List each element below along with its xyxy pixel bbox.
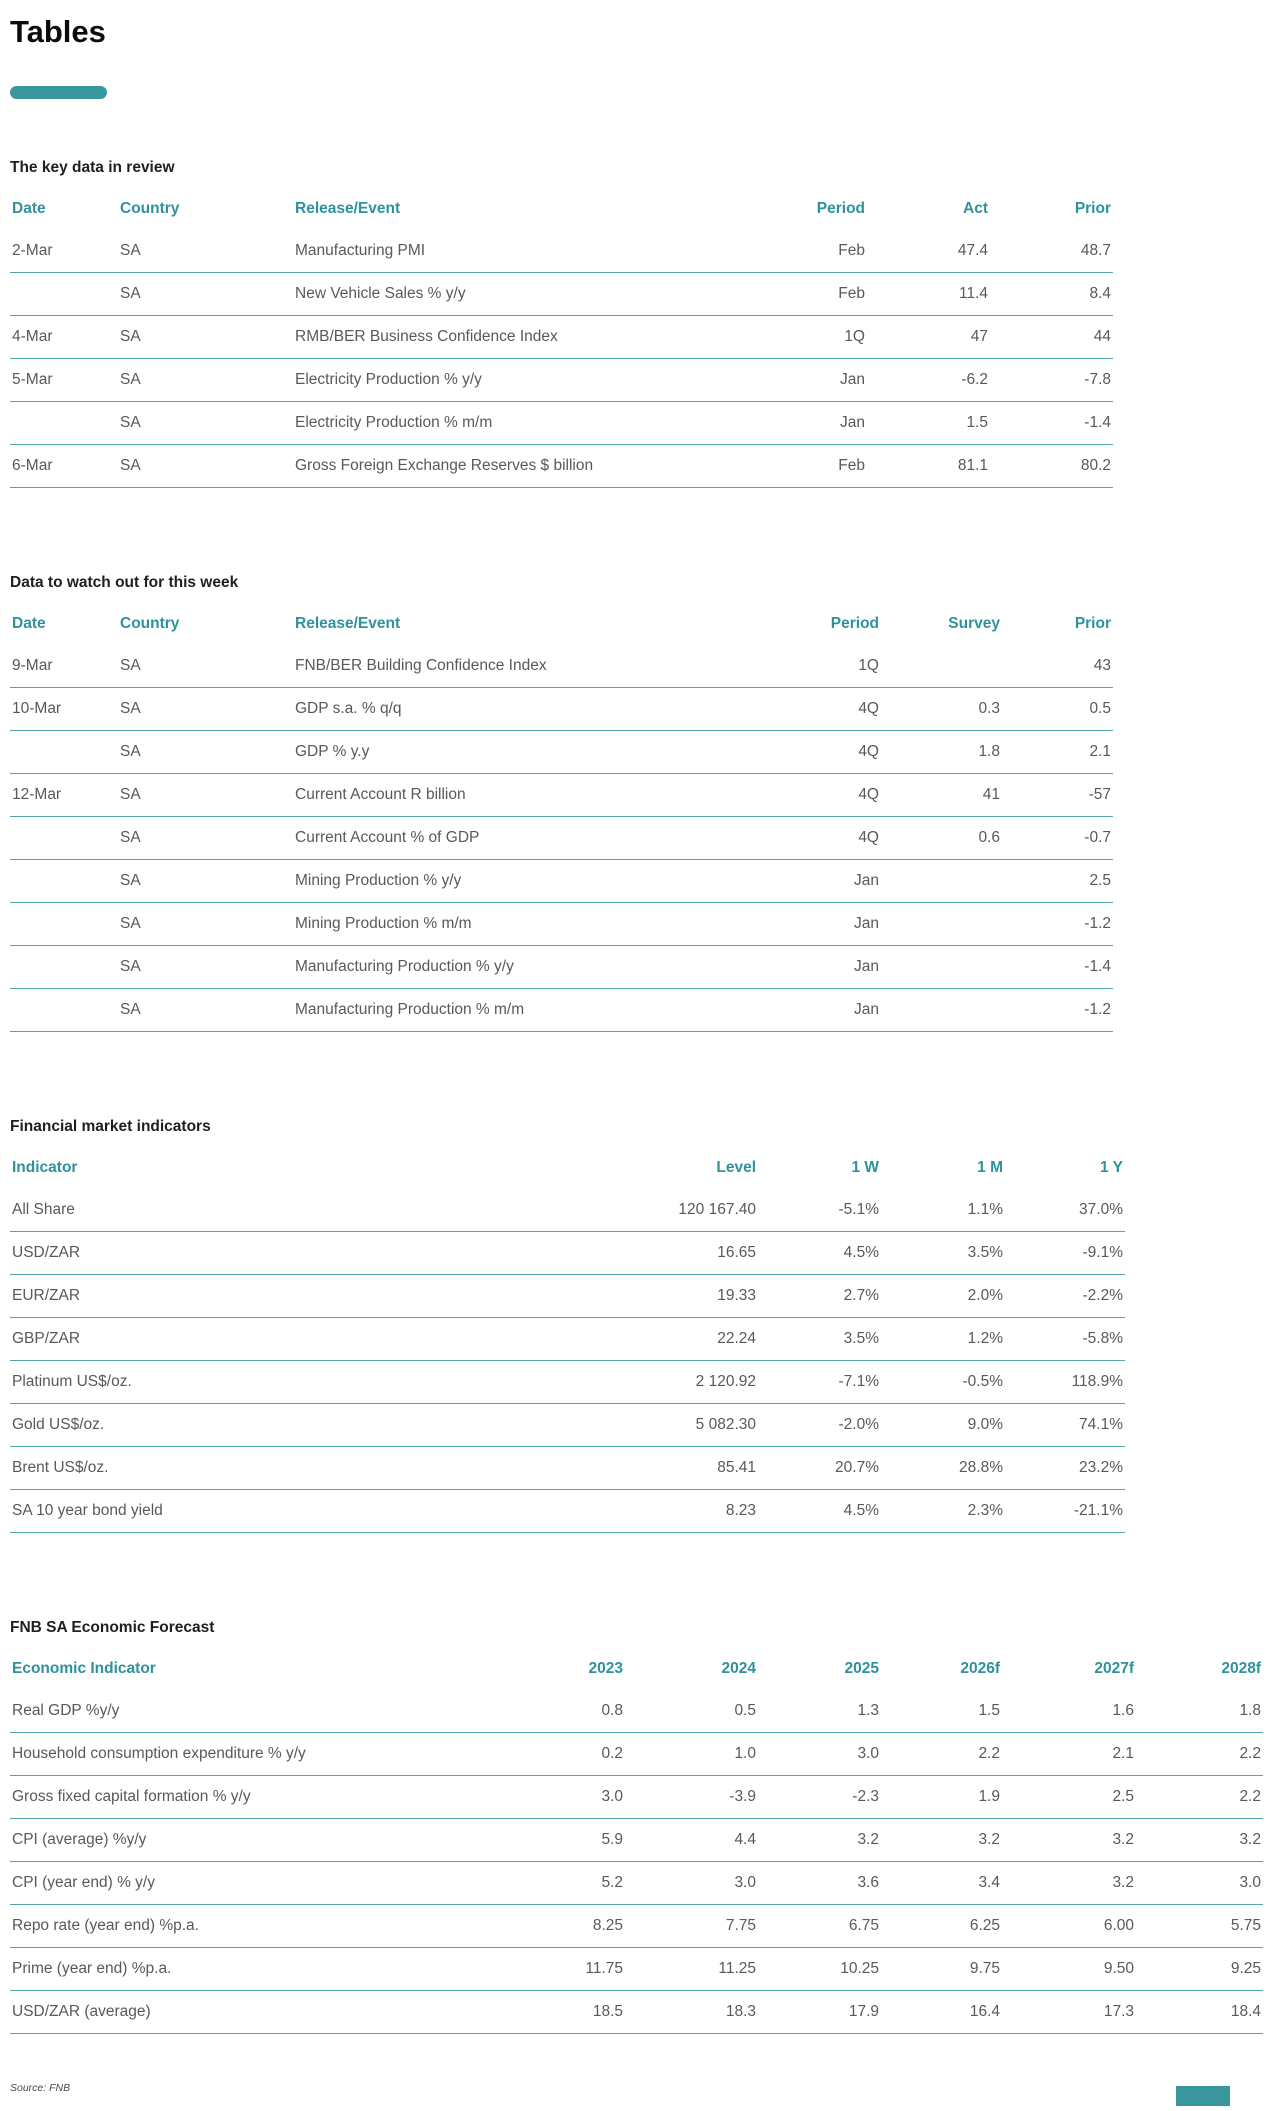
table-cell: CPI (year end) % y/y [10, 1862, 500, 1905]
table-cell: 8.4 [990, 273, 1113, 316]
table-cell: 1.3 [758, 1690, 881, 1733]
table-cell: 43 [1002, 645, 1113, 688]
table-row [10, 731, 1113, 774]
table-cell: 1.5 [867, 402, 990, 445]
column-header: Period [830, 615, 879, 632]
table-cell: CPI (average) %y/y [10, 1819, 500, 1862]
table-section [10, 1118, 1280, 1533]
table-cell: -7.1% [758, 1361, 881, 1404]
table-cell: Electricity Production % y/y [293, 359, 713, 402]
table-cell: -2.3 [758, 1776, 881, 1819]
table-cell: USD/ZAR [10, 1232, 595, 1275]
table-cell: 81.1 [867, 445, 990, 488]
table-row [10, 1275, 1125, 1318]
table-cell: 22.24 [595, 1318, 758, 1361]
table-cell [10, 273, 118, 316]
table-row [10, 1948, 1263, 1991]
table-cell: Real GDP %y/y [10, 1690, 500, 1733]
table-cell: USD/ZAR (average) [10, 1991, 500, 2034]
table-cell: 11.25 [625, 1948, 758, 1991]
table-cell: GDP % y.y [293, 731, 713, 774]
table-cell: 3.0 [500, 1776, 625, 1819]
table-cell: Brent US$/oz. [10, 1447, 595, 1490]
table-cell: 2.2 [881, 1733, 1002, 1776]
table-cell: SA [118, 230, 293, 273]
table-cell: 9.50 [1002, 1948, 1136, 1991]
table-cell: 2.5 [1002, 1776, 1136, 1819]
column-header: Prior [1074, 615, 1111, 632]
table-cell: SA [118, 402, 293, 445]
table-cell: 3.0 [625, 1862, 758, 1905]
source-note: Source: FNB [10, 2082, 71, 2094]
table-row [10, 1991, 1263, 2034]
table-row [10, 774, 1113, 817]
table-row [10, 1361, 1125, 1404]
table-cell: 41 [881, 774, 1002, 817]
table-cell: 4.5% [758, 1490, 881, 1533]
table-row [10, 273, 1113, 316]
table-cell: Mining Production % m/m [293, 903, 713, 946]
table-section [10, 574, 1280, 1032]
column-header: Survey [948, 615, 1000, 632]
table-header-row [10, 603, 1113, 645]
footer-accent-mark [1176, 2086, 1230, 2106]
table-cell: GBP/ZAR [10, 1318, 595, 1361]
table-header-row [10, 188, 1113, 230]
table-row [10, 1819, 1263, 1862]
table-cell: -1.2 [1002, 903, 1113, 946]
table-cell: 6.25 [881, 1905, 1002, 1948]
data-table [10, 1147, 1125, 1533]
table-cell: 18.4 [1136, 1991, 1263, 2034]
table-cell: Manufacturing Production % y/y [293, 946, 713, 989]
table-cell: 0.6 [881, 817, 1002, 860]
table-cell: 4Q [713, 731, 881, 774]
table-row [10, 230, 1113, 273]
sections-container [10, 159, 1280, 2034]
table-cell: Jan [713, 946, 881, 989]
table-cell: Household consumption expenditure % y/y [10, 1733, 500, 1776]
title-accent-bar [10, 86, 107, 99]
section-heading: FNB SA Economic Forecast [10, 1619, 215, 1636]
table-cell: SA [118, 989, 293, 1032]
data-table [10, 1648, 1263, 2034]
table-row [10, 1447, 1125, 1490]
table-cell: 6-Mar [10, 445, 118, 488]
table-cell: 11.75 [500, 1948, 625, 1991]
table-header-row [10, 1648, 1263, 1690]
table-cell: EUR/ZAR [10, 1275, 595, 1318]
table-cell: SA [118, 860, 293, 903]
table-cell: 9.75 [881, 1948, 1002, 1991]
column-header: 2023 [588, 1660, 623, 1677]
table-cell: 80.2 [990, 445, 1113, 488]
column-header: Release/Event [295, 615, 401, 632]
table-cell: -7.8 [990, 359, 1113, 402]
column-header: Release/Event [295, 200, 401, 217]
column-header: Period [816, 200, 865, 217]
table-cell [10, 989, 118, 1032]
data-table [10, 188, 1113, 488]
table-cell: 5 082.30 [595, 1404, 758, 1447]
table-row [10, 1776, 1263, 1819]
table-cell: Mining Production % y/y [293, 860, 713, 903]
table-cell: SA [118, 645, 293, 688]
column-header: Date [12, 200, 46, 217]
table-cell [881, 903, 1002, 946]
table-row [10, 1905, 1263, 1948]
table-cell: 2.0% [881, 1275, 1005, 1318]
table-row [10, 1733, 1263, 1776]
table-cell: 85.41 [595, 1447, 758, 1490]
table-cell: 2.2 [1136, 1776, 1263, 1819]
table-cell: 9.0% [881, 1404, 1005, 1447]
table-cell: -1.4 [990, 402, 1113, 445]
table-cell: SA [118, 273, 293, 316]
table-cell: 8.25 [500, 1905, 625, 1948]
table-cell: 118.9% [1005, 1361, 1125, 1404]
table-cell: Current Account R billion [293, 774, 713, 817]
column-header: 2025 [844, 1660, 879, 1677]
table-cell [10, 946, 118, 989]
table-cell: Electricity Production % m/m [293, 402, 713, 445]
table-cell: SA [118, 316, 293, 359]
table-cell: All Share [10, 1189, 595, 1232]
table-cell: 1Q [713, 316, 867, 359]
table-cell: 4Q [713, 688, 881, 731]
table-cell: 3.2 [1136, 1819, 1263, 1862]
table-cell: Feb [713, 445, 867, 488]
table-cell [10, 903, 118, 946]
table-cell: 4.5% [758, 1232, 881, 1275]
table-cell: 1Q [713, 645, 881, 688]
table-cell: 1.8 [1136, 1690, 1263, 1733]
table-cell: Gross fixed capital formation % y/y [10, 1776, 500, 1819]
table-row [10, 402, 1113, 445]
table-cell: 5-Mar [10, 359, 118, 402]
table-cell: Feb [713, 273, 867, 316]
table-header-row [10, 1147, 1125, 1189]
column-header: Act [963, 200, 988, 217]
table-cell: 2.2 [1136, 1733, 1263, 1776]
column-header: Prior [1074, 200, 1111, 217]
table-cell: 8.23 [595, 1490, 758, 1533]
table-cell: Gold US$/oz. [10, 1404, 595, 1447]
table-cell: Current Account % of GDP [293, 817, 713, 860]
table-cell: 11.4 [867, 273, 990, 316]
table-row [10, 1318, 1125, 1361]
table-cell: -3.9 [625, 1776, 758, 1819]
table-row [10, 1690, 1263, 1733]
table-cell: 17.3 [1002, 1991, 1136, 2034]
table-cell: 2.1 [1002, 731, 1113, 774]
table-cell: 5.75 [1136, 1905, 1263, 1948]
table-row [10, 817, 1113, 860]
table-cell: 1.1% [881, 1189, 1005, 1232]
table-cell: 37.0% [1005, 1189, 1125, 1232]
table-cell: 2.7% [758, 1275, 881, 1318]
table-cell: 5.9 [500, 1819, 625, 1862]
table-row [10, 645, 1113, 688]
column-header: 1 Y [1100, 1159, 1123, 1176]
table-row [10, 1862, 1263, 1905]
table-cell: Feb [713, 230, 867, 273]
table-cell: Jan [713, 359, 867, 402]
table-cell: 3.6 [758, 1862, 881, 1905]
table-cell [881, 946, 1002, 989]
table-cell: Gross Foreign Exchange Reserves $ billion [293, 445, 713, 488]
table-cell: 2.3% [881, 1490, 1005, 1533]
table-cell: -9.1% [1005, 1232, 1125, 1275]
table-cell [881, 860, 1002, 903]
table-cell [881, 645, 1002, 688]
table-cell: 3.2 [1002, 1862, 1136, 1905]
table-cell: -21.1% [1005, 1490, 1125, 1533]
table-cell: GDP s.a. % q/q [293, 688, 713, 731]
table-cell: 0.5 [625, 1690, 758, 1733]
table-cell: 4Q [713, 774, 881, 817]
table-cell: 74.1% [1005, 1404, 1125, 1447]
table-cell: 9-Mar [10, 645, 118, 688]
table-cell: 18.5 [500, 1991, 625, 2034]
table-cell: -6.2 [867, 359, 990, 402]
table-cell: 16.65 [595, 1232, 758, 1275]
table-cell: 2.5 [1002, 860, 1113, 903]
table-cell: Platinum US$/oz. [10, 1361, 595, 1404]
table-cell: 3.2 [1002, 1819, 1136, 1862]
table-cell: 44 [990, 316, 1113, 359]
table-cell: 6.75 [758, 1905, 881, 1948]
table-row [10, 1189, 1125, 1232]
table-cell [10, 817, 118, 860]
table-cell: SA [118, 817, 293, 860]
table-cell: -57 [1002, 774, 1113, 817]
table-cell: FNB/BER Building Confidence Index [293, 645, 713, 688]
column-header: 2027f [1094, 1660, 1134, 1677]
table-cell: Jan [713, 989, 881, 1032]
table-cell: 23.2% [1005, 1447, 1125, 1490]
table-cell: 47.4 [867, 230, 990, 273]
table-cell: SA [118, 774, 293, 817]
table-cell: Prime (year end) %p.a. [10, 1948, 500, 1991]
table-cell: -1.2 [1002, 989, 1113, 1032]
table-row [10, 445, 1113, 488]
table-cell: 0.2 [500, 1733, 625, 1776]
table-cell [10, 731, 118, 774]
table-cell: 2.1 [1002, 1733, 1136, 1776]
table-section [10, 159, 1280, 488]
table-cell: 1.8 [881, 731, 1002, 774]
table-cell: 19.33 [595, 1275, 758, 1318]
table-section [10, 1619, 1280, 2034]
table-cell: 10-Mar [10, 688, 118, 731]
table-cell: 1.0 [625, 1733, 758, 1776]
table-row [10, 1232, 1125, 1275]
table-cell: Jan [713, 860, 881, 903]
table-cell: 10.25 [758, 1948, 881, 1991]
table-row [10, 946, 1113, 989]
table-cell: Jan [713, 903, 881, 946]
column-header: 2024 [721, 1660, 756, 1677]
table-cell: 4Q [713, 817, 881, 860]
table-cell: 5.2 [500, 1862, 625, 1905]
table-cell: SA [118, 731, 293, 774]
table-cell: 18.3 [625, 1991, 758, 2034]
table-cell: 28.8% [881, 1447, 1005, 1490]
table-cell: Manufacturing Production % m/m [293, 989, 713, 1032]
data-table [10, 603, 1113, 1032]
table-cell: RMB/BER Business Confidence Index [293, 316, 713, 359]
column-header: 1 M [977, 1159, 1003, 1176]
table-cell: 2-Mar [10, 230, 118, 273]
table-cell: SA [118, 688, 293, 731]
table-cell: 0.5 [1002, 688, 1113, 731]
table-row [10, 1490, 1125, 1533]
table-cell: 6.00 [1002, 1905, 1136, 1948]
table-cell: 17.9 [758, 1991, 881, 2034]
column-header: Date [12, 615, 46, 632]
section-heading: Data to watch out for this week [10, 574, 239, 591]
table-cell: 3.0 [758, 1733, 881, 1776]
section-heading: Financial market indicators [10, 1118, 211, 1135]
table-cell: Jan [713, 402, 867, 445]
table-cell [10, 860, 118, 903]
table-cell: 3.5% [758, 1318, 881, 1361]
table-cell: 0.3 [881, 688, 1002, 731]
table-cell: 47 [867, 316, 990, 359]
table-cell: 4-Mar [10, 316, 118, 359]
table-cell [881, 989, 1002, 1032]
column-header: Country [120, 615, 180, 632]
table-cell: SA [118, 946, 293, 989]
table-cell: 1.6 [1002, 1690, 1136, 1733]
table-cell: Repo rate (year end) %p.a. [10, 1905, 500, 1948]
table-row [10, 359, 1113, 402]
table-cell: -5.1% [758, 1189, 881, 1232]
table-cell: 1.2% [881, 1318, 1005, 1361]
table-cell: SA [118, 445, 293, 488]
table-cell: 3.2 [758, 1819, 881, 1862]
table-cell: -2.0% [758, 1404, 881, 1447]
table-cell: 2 120.92 [595, 1361, 758, 1404]
table-cell: 9.25 [1136, 1948, 1263, 1991]
column-header: Indicator [12, 1159, 78, 1176]
table-cell: -0.7 [1002, 817, 1113, 860]
table-row [10, 316, 1113, 359]
table-cell: New Vehicle Sales % y/y [293, 273, 713, 316]
table-cell [10, 402, 118, 445]
table-cell: -5.8% [1005, 1318, 1125, 1361]
table-cell: 3.2 [881, 1819, 1002, 1862]
table-cell: 16.4 [881, 1991, 1002, 2034]
table-cell: -1.4 [1002, 946, 1113, 989]
table-cell: 0.8 [500, 1690, 625, 1733]
table-cell: 48.7 [990, 230, 1113, 273]
table-cell: SA 10 year bond yield [10, 1490, 595, 1533]
column-header: Level [716, 1159, 756, 1176]
table-cell: 3.5% [881, 1232, 1005, 1275]
column-header: Economic Indicator [12, 1660, 156, 1677]
table-cell: 7.75 [625, 1905, 758, 1948]
table-row [10, 989, 1113, 1032]
table-row [10, 1404, 1125, 1447]
table-cell: 120 167.40 [595, 1189, 758, 1232]
column-header: 2026f [960, 1660, 1000, 1677]
table-cell: -2.2% [1005, 1275, 1125, 1318]
table-row [10, 903, 1113, 946]
table-cell: SA [118, 359, 293, 402]
table-cell: 12-Mar [10, 774, 118, 817]
column-header: 1 W [851, 1159, 879, 1176]
column-header: Country [120, 200, 180, 217]
table-cell: 1.9 [881, 1776, 1002, 1819]
table-cell: Manufacturing PMI [293, 230, 713, 273]
column-header: 2028f [1221, 1660, 1261, 1677]
table-cell: -0.5% [881, 1361, 1005, 1404]
page-title: Tables [10, 14, 106, 49]
section-heading: The key data in review [10, 159, 175, 176]
table-row [10, 860, 1113, 903]
table-cell: 20.7% [758, 1447, 881, 1490]
table-cell: SA [118, 903, 293, 946]
table-row [10, 688, 1113, 731]
table-cell: 3.4 [881, 1862, 1002, 1905]
table-cell: 4.4 [625, 1819, 758, 1862]
table-cell: 1.5 [881, 1690, 1002, 1733]
table-cell: 3.0 [1136, 1862, 1263, 1905]
